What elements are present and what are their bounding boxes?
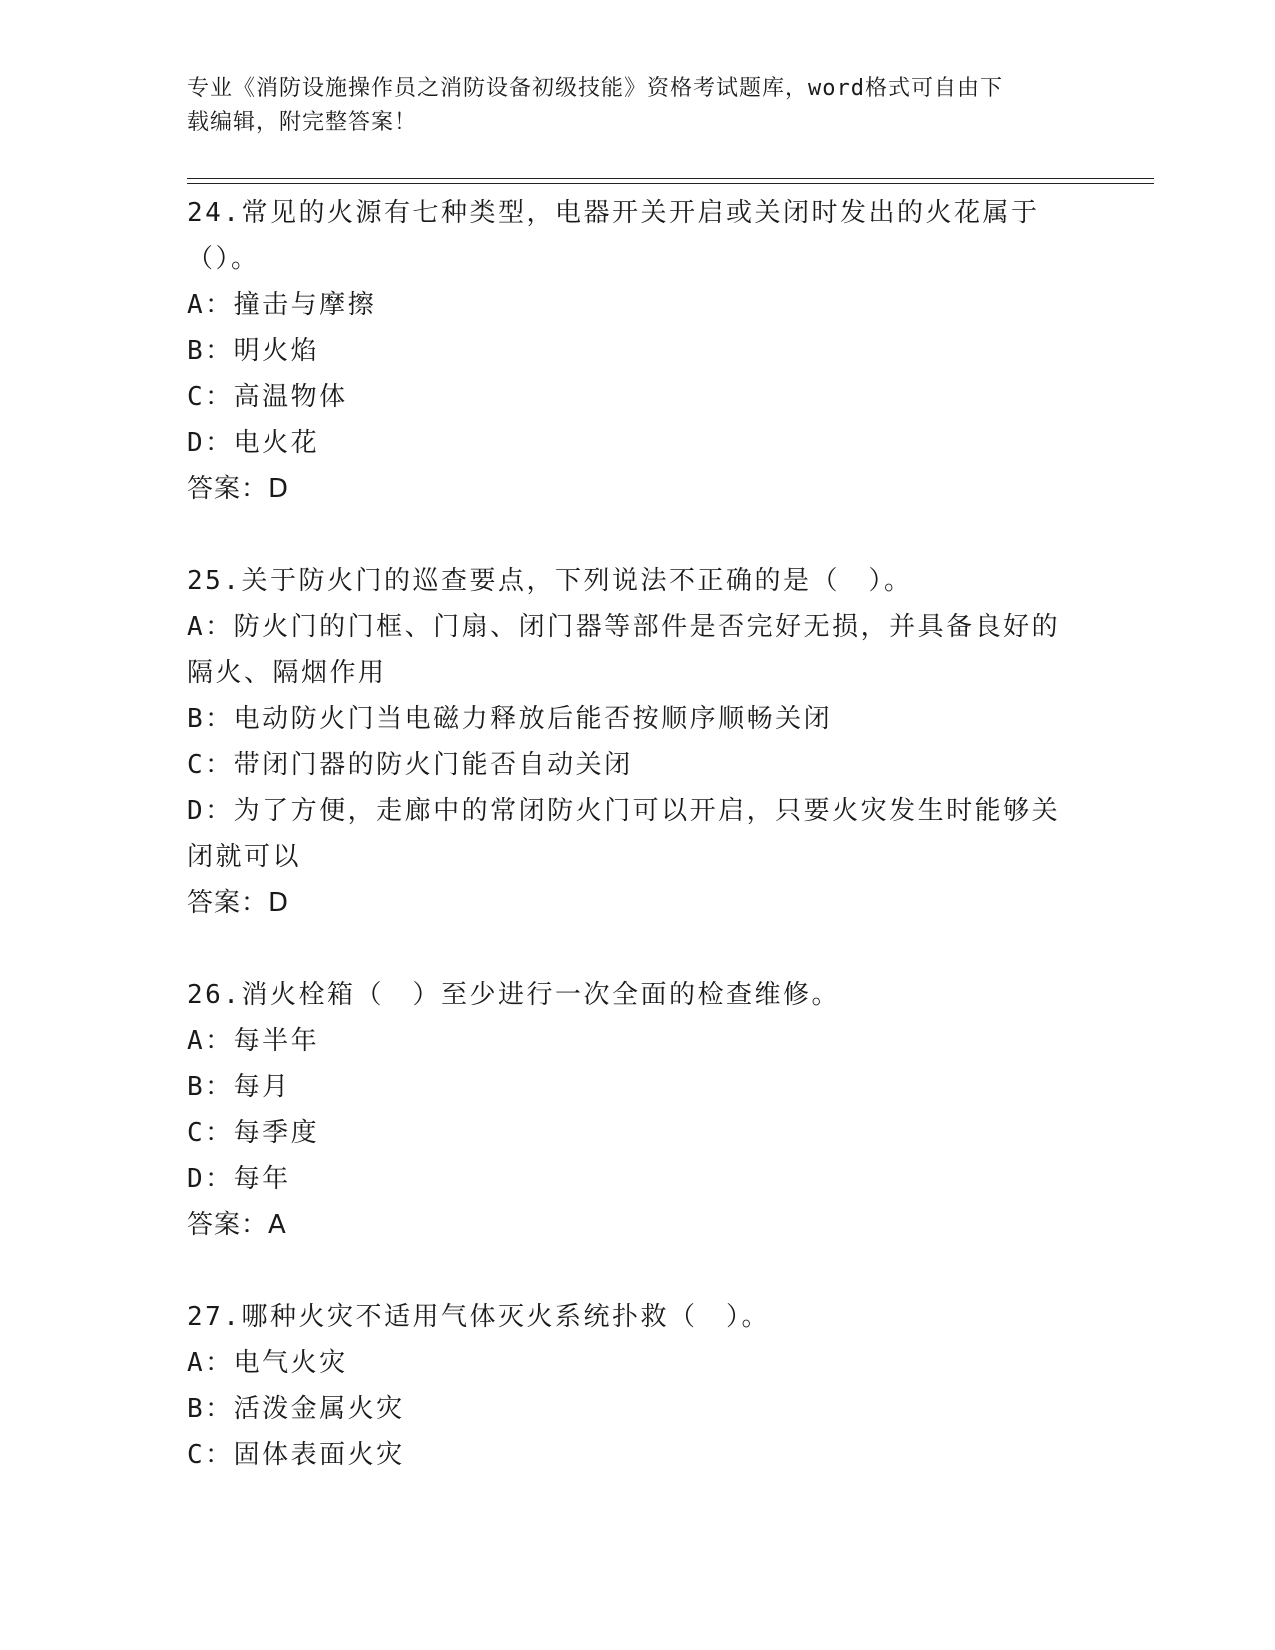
question-24 (187, 190, 1087, 512)
question-27 (187, 1294, 1087, 1478)
question-answer: 答案：A (187, 1210, 287, 1240)
document-header (187, 72, 1067, 140)
option-c: C：固体表面火灾 (187, 1440, 405, 1470)
option-b: B：电动防火门当电磁力释放后能否按顺序顺畅关闭 (187, 704, 833, 734)
option-a: A：电气火灾 (187, 1348, 348, 1378)
option-a: A：防火门的门框、门扇、闭门器等部件是否完好无损，并具备良好的隔火、隔烟作用 (187, 612, 1061, 688)
question-stem: 24.常见的火源有七种类型，电器开关开启或关闭时发出的火花属于（）。 (187, 198, 1040, 274)
question-stem: 26.消火栓箱（ ）至少进行一次全面的检查维修。 (187, 980, 840, 1010)
question-answer: 答案：D (187, 888, 290, 918)
question-stem: 27.哪种火灾不适用气体灭火系统扑救（ ）。 (187, 1302, 770, 1332)
option-d: D：为了方便，走廊中的常闭防火门可以开启，只要火灾发生时能够关闭就可以 (187, 796, 1061, 872)
header-rule-top (187, 178, 1154, 179)
option-b: B：活泼金属火灾 (187, 1394, 405, 1424)
header-rule-bottom (187, 183, 1154, 184)
question-26 (187, 972, 1087, 1248)
option-a: A：撞击与摩擦 (187, 290, 377, 320)
question-stem: 25.关于防火门的巡查要点，下列说法不正确的是（ ）。 (187, 566, 913, 596)
option-b: B：明火焰 (187, 336, 320, 366)
option-c: C：高温物体 (187, 382, 348, 412)
option-c: C：带闭门器的防火门能否自动关闭 (187, 750, 633, 780)
question-list (187, 190, 1087, 1478)
option-d: D：电火花 (187, 428, 320, 458)
option-b: B：每月 (187, 1072, 291, 1102)
header-line-2: 载编辑，附完整答案！ (187, 110, 418, 135)
question-25 (187, 558, 1087, 926)
option-c: C：每季度 (187, 1118, 320, 1148)
header-line-1: 专业《消防设施操作员之消防设备初级技能》资格考试题库，word格式可自由下 (187, 76, 1003, 101)
option-d: D：每年 (187, 1164, 291, 1194)
option-a: A：每半年 (187, 1026, 320, 1056)
question-answer: 答案：D (187, 474, 290, 504)
